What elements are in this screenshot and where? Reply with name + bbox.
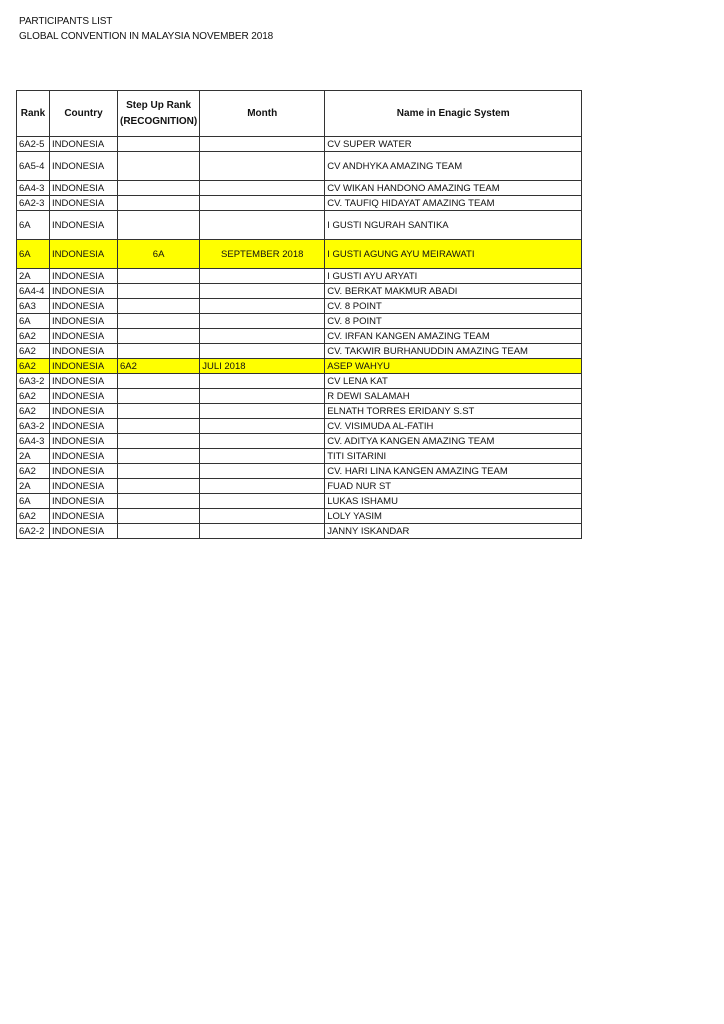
cell-rank: 6A	[17, 211, 50, 240]
table-row	[17, 494, 582, 509]
cell-month	[200, 479, 325, 494]
table-row	[17, 479, 582, 494]
table-row-highlighted	[17, 240, 582, 269]
cell-country: INDONESIA	[50, 240, 118, 269]
table-row	[17, 389, 582, 404]
cell-rank: 6A	[17, 240, 50, 269]
cell-country: INDONESIA	[50, 479, 118, 494]
table-body	[17, 137, 582, 539]
table-row	[17, 329, 582, 344]
cell-country: INDONESIA	[50, 434, 118, 449]
cell-step-up-rank	[118, 196, 200, 211]
cell-month	[200, 494, 325, 509]
cell-country: INDONESIA	[50, 314, 118, 329]
cell-rank: 6A3-2	[17, 374, 50, 389]
cell-country: INDONESIA	[50, 299, 118, 314]
cell-country: INDONESIA	[50, 464, 118, 479]
cell-month	[200, 137, 325, 152]
cell-month	[200, 211, 325, 240]
cell-rank: 6A4-4	[17, 284, 50, 299]
cell-name: CV. TAKWIR BURHANUDDIN AMAZING TEAM	[325, 344, 582, 359]
cell-name: LUKAS ISHAMU	[325, 494, 582, 509]
cell-step-up-rank: 6A	[118, 240, 200, 269]
table-row	[17, 524, 582, 539]
header-step-up-line2: (RECOGNITION)	[120, 115, 198, 127]
cell-step-up-rank	[118, 479, 200, 494]
cell-month: SEPTEMBER 2018	[200, 240, 325, 269]
cell-rank: 2A	[17, 449, 50, 464]
cell-country: INDONESIA	[50, 329, 118, 344]
cell-month	[200, 269, 325, 284]
cell-rank: 6A	[17, 314, 50, 329]
cell-step-up-rank	[118, 374, 200, 389]
cell-rank: 6A2	[17, 464, 50, 479]
header-rank: Rank	[17, 91, 50, 137]
table-row	[17, 419, 582, 434]
cell-month	[200, 299, 325, 314]
cell-step-up-rank	[118, 389, 200, 404]
table-row	[17, 344, 582, 359]
cell-country: INDONESIA	[50, 196, 118, 211]
table-header-row	[17, 91, 582, 137]
cell-rank: 6A2-3	[17, 196, 50, 211]
header-month: Month	[200, 91, 325, 137]
cell-name: CV. IRFAN KANGEN AMAZING TEAM	[325, 329, 582, 344]
table-row	[17, 404, 582, 419]
table-row	[17, 374, 582, 389]
cell-name: TITI SITARINI	[325, 449, 582, 464]
cell-country: INDONESIA	[50, 284, 118, 299]
cell-name: I GUSTI NGURAH SANTIKA	[325, 211, 582, 240]
cell-name: CV. 8 POINT	[325, 314, 582, 329]
participants-table	[16, 90, 582, 539]
cell-country: INDONESIA	[50, 389, 118, 404]
cell-step-up-rank	[118, 211, 200, 240]
cell-country: INDONESIA	[50, 374, 118, 389]
cell-month	[200, 389, 325, 404]
cell-month	[200, 404, 325, 419]
cell-rank: 6A4-3	[17, 434, 50, 449]
table-row	[17, 211, 582, 240]
cell-name: JANNY ISKANDAR	[325, 524, 582, 539]
cell-step-up-rank	[118, 284, 200, 299]
cell-rank: 2A	[17, 479, 50, 494]
cell-step-up-rank	[118, 137, 200, 152]
cell-rank: 6A5-4	[17, 152, 50, 181]
cell-rank: 6A	[17, 494, 50, 509]
cell-step-up-rank	[118, 449, 200, 464]
cell-name: CV. TAUFIQ HIDAYAT AMAZING TEAM	[325, 196, 582, 211]
cell-rank: 6A3-2	[17, 419, 50, 434]
cell-country: INDONESIA	[50, 404, 118, 419]
cell-rank: 6A3	[17, 299, 50, 314]
header-step-up-rank	[118, 91, 200, 137]
header-step-up-line1: Step Up Rank	[126, 99, 192, 111]
cell-month	[200, 374, 325, 389]
cell-step-up-rank	[118, 464, 200, 479]
cell-country: INDONESIA	[50, 152, 118, 181]
cell-rank: 6A4-3	[17, 181, 50, 196]
cell-rank: 6A2	[17, 329, 50, 344]
cell-month	[200, 314, 325, 329]
table-row	[17, 152, 582, 181]
document-subtitle: GLOBAL CONVENTION IN MALAYSIA NOVEMBER 2018	[19, 31, 274, 42]
cell-month	[200, 152, 325, 181]
cell-name: CV WIKAN HANDONO AMAZING TEAM	[325, 181, 582, 196]
cell-step-up-rank	[118, 419, 200, 434]
cell-name: CV. 8 POINT	[325, 299, 582, 314]
cell-name: LOLY YASIM	[325, 509, 582, 524]
table-row	[17, 181, 582, 196]
cell-country: INDONESIA	[50, 524, 118, 539]
cell-step-up-rank	[118, 494, 200, 509]
table-row	[17, 434, 582, 449]
cell-month	[200, 434, 325, 449]
cell-name: CV ANDHYKA AMAZING TEAM	[325, 152, 582, 181]
table-row	[17, 137, 582, 152]
cell-country: INDONESIA	[50, 269, 118, 284]
cell-name: ASEP WAHYU	[325, 359, 582, 374]
cell-rank: 6A2	[17, 344, 50, 359]
cell-step-up-rank	[118, 524, 200, 539]
cell-rank: 6A2	[17, 359, 50, 374]
cell-step-up-rank	[118, 152, 200, 181]
cell-country: INDONESIA	[50, 137, 118, 152]
header-name: Name in Enagic System	[325, 91, 582, 137]
table-row	[17, 449, 582, 464]
cell-month: JULI 2018	[200, 359, 325, 374]
cell-step-up-rank	[118, 344, 200, 359]
table-row	[17, 299, 582, 314]
cell-step-up-rank	[118, 329, 200, 344]
cell-step-up-rank	[118, 434, 200, 449]
cell-month	[200, 419, 325, 434]
cell-name: I GUSTI AYU ARYATI	[325, 269, 582, 284]
table-row	[17, 464, 582, 479]
cell-name: CV. VISIMUDA AL-FATIH	[325, 419, 582, 434]
cell-name: CV. ADITYA KANGEN AMAZING TEAM	[325, 434, 582, 449]
cell-rank: 2A	[17, 269, 50, 284]
cell-name: R DEWI SALAMAH	[325, 389, 582, 404]
cell-rank: 6A2	[17, 404, 50, 419]
table-row	[17, 269, 582, 284]
cell-step-up-rank	[118, 509, 200, 524]
cell-country: INDONESIA	[50, 419, 118, 434]
cell-name: CV. HARI LINA KANGEN AMAZING TEAM	[325, 464, 582, 479]
cell-name: I GUSTI AGUNG AYU MEIRAWATI	[325, 240, 582, 269]
table-row-highlighted	[17, 359, 582, 374]
table-row	[17, 314, 582, 329]
document-title: PARTICIPANTS LIST	[19, 16, 113, 27]
cell-country: INDONESIA	[50, 211, 118, 240]
cell-name: CV LENA KAT	[325, 374, 582, 389]
header-country: Country	[50, 91, 118, 137]
cell-country: INDONESIA	[50, 359, 118, 374]
cell-step-up-rank	[118, 181, 200, 196]
cell-month	[200, 449, 325, 464]
cell-country: INDONESIA	[50, 449, 118, 464]
table-row	[17, 284, 582, 299]
cell-month	[200, 344, 325, 359]
cell-country: INDONESIA	[50, 344, 118, 359]
cell-month	[200, 464, 325, 479]
cell-country: INDONESIA	[50, 181, 118, 196]
cell-month	[200, 196, 325, 211]
cell-rank: 6A2-2	[17, 524, 50, 539]
cell-rank: 6A2-5	[17, 137, 50, 152]
cell-country: INDONESIA	[50, 509, 118, 524]
cell-name: FUAD NUR ST	[325, 479, 582, 494]
cell-rank: 6A2	[17, 389, 50, 404]
cell-step-up-rank	[118, 404, 200, 419]
cell-name: CV. BERKAT MAKMUR ABADI	[325, 284, 582, 299]
table-row	[17, 196, 582, 211]
cell-rank: 6A2	[17, 509, 50, 524]
cell-month	[200, 284, 325, 299]
cell-step-up-rank	[118, 299, 200, 314]
cell-step-up-rank	[118, 269, 200, 284]
cell-step-up-rank: 6A2	[118, 359, 200, 374]
cell-month	[200, 509, 325, 524]
cell-name: CV SUPER WATER	[325, 137, 582, 152]
cell-country: INDONESIA	[50, 494, 118, 509]
cell-step-up-rank	[118, 314, 200, 329]
cell-month	[200, 524, 325, 539]
cell-name: ELNATH TORRES ERIDANY S.ST	[325, 404, 582, 419]
cell-month	[200, 329, 325, 344]
cell-month	[200, 181, 325, 196]
table-row	[17, 509, 582, 524]
